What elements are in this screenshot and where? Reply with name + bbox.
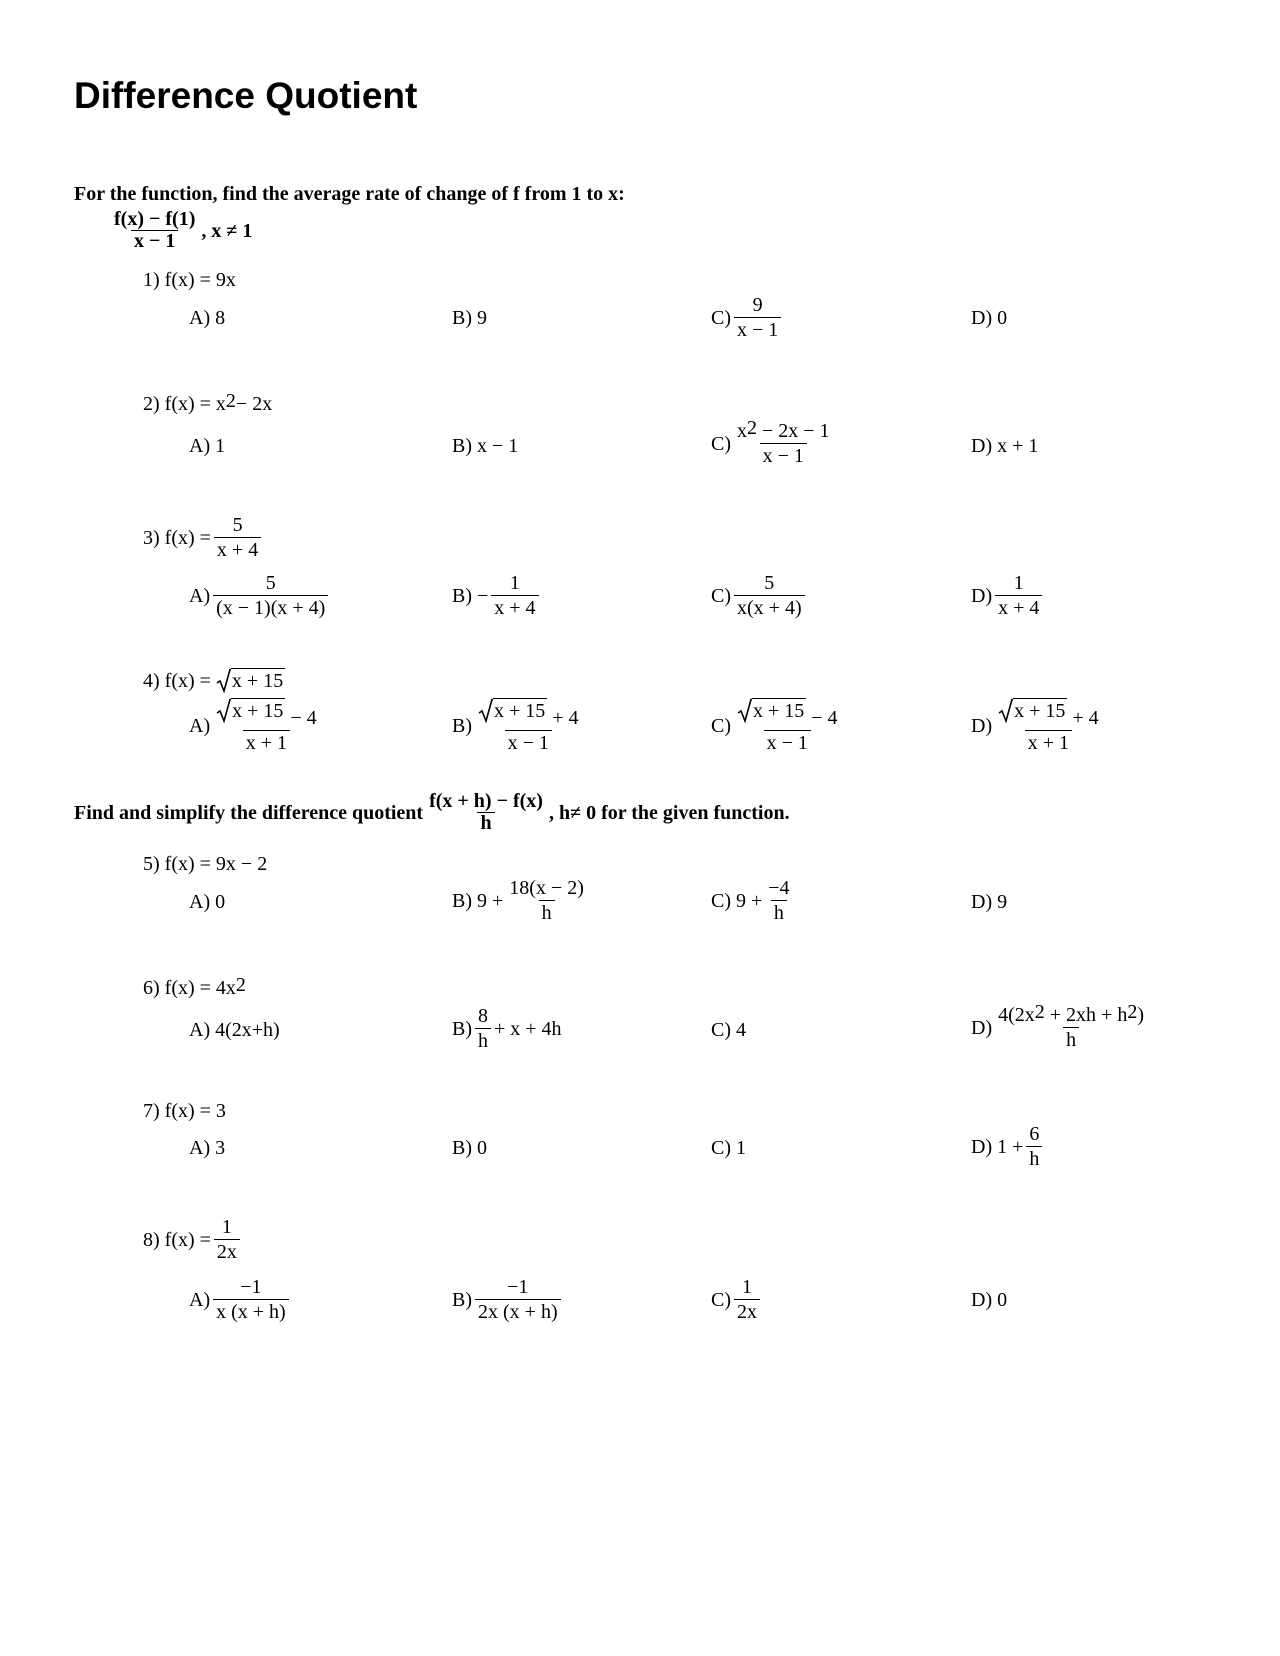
fraction-numerator: [734, 417, 833, 443]
question-6: 6) f(x) = 4x $^2$: [143, 974, 246, 999]
fraction-numerator: −4: [768, 877, 790, 899]
option-fraction: [765, 877, 792, 924]
num-part: + 2xh + h: [1044, 1004, 1128, 1026]
exponent: 2: [747, 417, 757, 439]
page-title: Difference Quotient: [74, 75, 418, 116]
q7-option-b: B) 0: [452, 1137, 487, 1159]
fraction-denominator: x − 1: [505, 730, 552, 754]
q6-option-a: A) 4(2x+h): [189, 1019, 280, 1041]
num-rest: + 4: [547, 707, 579, 729]
fraction-numerator: 5: [265, 572, 276, 594]
q3-option-c: [711, 572, 808, 619]
fraction-numerator: 1: [1013, 572, 1024, 594]
question-label: 3) f(x) =: [143, 526, 211, 549]
sqrt-expression: [216, 698, 285, 724]
question-1: 1) f(x) = 9x: [143, 269, 236, 291]
num-rest: − 4: [285, 707, 317, 729]
option-label: D): [971, 584, 993, 607]
question-8: [143, 1216, 243, 1263]
fraction-denominator: x − 1: [131, 230, 178, 251]
option-fraction: [995, 698, 1102, 754]
q1-option-a: A) 8: [189, 307, 226, 329]
fraction-denominator: 2x: [214, 1239, 240, 1263]
option-fraction: [213, 698, 320, 754]
option-label: B): [452, 715, 472, 737]
fraction-numerator: 5: [764, 572, 775, 594]
fraction-denominator: h: [1026, 1146, 1042, 1170]
q2-option-c: [711, 417, 836, 467]
q8-option-a: [189, 1276, 292, 1323]
q7-option-c: C) 1: [711, 1137, 746, 1159]
fraction-numerator: [995, 698, 1102, 730]
option-label: C): [711, 432, 731, 455]
fraction-denominator: h: [539, 900, 555, 924]
option-fraction: [734, 572, 805, 619]
question-5: 5) f(x) = 9x − 2: [143, 853, 268, 875]
q4-option-d: [971, 698, 1105, 754]
fraction-numerator: [734, 698, 841, 730]
question-label: 4) f(x) =: [143, 670, 211, 692]
fraction-denominator: x (x + h): [213, 1299, 289, 1323]
fraction-numerator: 18(x − 2): [509, 877, 584, 899]
fraction-denominator: x + 1: [1025, 730, 1072, 754]
option-label: A): [189, 1288, 211, 1311]
question-label: 6) f(x) = 4x: [143, 977, 236, 999]
q8-option-b: [452, 1276, 564, 1323]
option-fraction: [475, 1276, 561, 1323]
option-label: C): [711, 1288, 731, 1311]
radicand: x + 15: [231, 670, 284, 692]
fraction-denominator: x + 4: [995, 595, 1042, 619]
sqrt-expression: [737, 698, 806, 724]
fraction-numerator: −1: [507, 1276, 529, 1298]
fraction-denominator: x − 1: [764, 730, 811, 754]
option-fraction: [475, 1005, 491, 1052]
fraction-numerator: f(x) − f(1): [114, 208, 196, 230]
option-label: D) 1 +: [971, 1135, 1024, 1158]
q1-option-d: D) 0: [971, 307, 1008, 329]
fraction-denominator: h: [771, 900, 787, 924]
fraction-numerator: [995, 1001, 1147, 1027]
option-fraction: [491, 572, 538, 619]
radicand: x + 15: [494, 700, 546, 722]
option-rest: + x + 4h: [494, 1017, 562, 1040]
fraction-denominator: 2x (x + h): [475, 1299, 561, 1323]
q5-option-a: A) 0: [189, 891, 226, 913]
fraction-numerator: f(x + h) − f(x): [429, 790, 543, 812]
fraction-denominator: (x − 1)(x + 4): [213, 595, 328, 619]
q6-option-c: C) 4: [711, 1019, 746, 1041]
fraction-denominator: x + 1: [243, 730, 290, 754]
q4-option-a: [189, 698, 323, 754]
q2-option-d: D) x + 1: [971, 435, 1039, 457]
option-fraction: [475, 698, 582, 754]
q1-option-b: B) 9: [452, 307, 487, 329]
num-part: 4(2x: [998, 1004, 1035, 1026]
q6-option-d: [971, 1001, 1150, 1051]
q5-option-d: D) 9: [971, 891, 1008, 913]
option-label: C) 9 +: [711, 889, 763, 912]
radical-sign-icon: [737, 698, 752, 724]
num-rest: + 4: [1067, 707, 1099, 729]
q3-option-b: [452, 572, 542, 619]
option-fraction: [1026, 1123, 1042, 1170]
fraction-numerator: 6: [1029, 1123, 1040, 1145]
avg-rate-fraction: [111, 210, 198, 251]
sqrt-expression: [998, 698, 1067, 724]
fraction-numerator: 1: [221, 1216, 232, 1238]
sqrt-expression: [216, 668, 285, 694]
fraction-denominator: h: [1063, 1027, 1079, 1051]
section1-formula: [108, 210, 252, 251]
num-part: ): [1137, 1004, 1145, 1026]
fraction-numerator: 5: [232, 514, 243, 536]
fraction-numerator: −1: [240, 1276, 262, 1298]
fraction-numerator: 9: [752, 294, 763, 316]
num-rest: − 4: [806, 707, 838, 729]
option-fraction: [734, 698, 841, 754]
radical-sign-icon: [478, 698, 493, 724]
instructions-pre: Find and simplify the difference quotient: [74, 801, 424, 824]
option-label: D): [971, 1016, 993, 1039]
option-fraction: [506, 877, 587, 924]
question-2: 2) f(x) = x $^2$ − 2x: [143, 390, 273, 415]
num-part: − 2x − 1: [757, 420, 830, 442]
fraction-numerator: [213, 698, 320, 730]
option-label: C): [711, 584, 731, 607]
question-fraction: [214, 514, 261, 561]
q3-option-a: [189, 572, 331, 619]
radicand: x + 15: [753, 700, 805, 722]
radical-sign-icon: [216, 668, 231, 694]
exponent: 2: [1034, 1001, 1045, 1023]
question-4: [143, 668, 285, 694]
question-label: 8) f(x) =: [143, 1228, 211, 1251]
fraction-denominator: h: [477, 812, 494, 833]
q2-option-b: B) x − 1: [452, 435, 519, 457]
option-fraction: [734, 1276, 760, 1323]
question-3: [143, 514, 264, 561]
q4-option-b: [452, 698, 585, 754]
sqrt-expression: [478, 698, 547, 724]
section2-instructions: [74, 792, 790, 833]
exponent: 2: [1127, 1001, 1138, 1023]
fraction-denominator: x − 1: [734, 317, 781, 341]
option-fraction: [734, 294, 781, 341]
fraction-denominator: 2x: [734, 1299, 760, 1323]
instructions-post: , h≠ 0 for the given function.: [548, 801, 790, 824]
fraction-numerator: [475, 698, 582, 730]
q2-option-a: A) 1: [189, 435, 226, 457]
q8-option-d: D) 0: [971, 1289, 1008, 1311]
option-label: A): [189, 584, 211, 607]
question-rest: − 2x: [235, 393, 273, 415]
fraction-denominator: h: [475, 1028, 491, 1052]
option-fraction: [213, 572, 328, 619]
option-label: C): [711, 715, 731, 737]
condition-text: , x ≠ 1: [201, 219, 253, 242]
option-fraction: [995, 572, 1042, 619]
fraction-denominator: x + 4: [214, 537, 261, 561]
q7-option-d: [971, 1123, 1045, 1170]
question-label: 2) f(x) = x: [143, 393, 226, 415]
fraction-numerator: 1: [509, 572, 520, 594]
q8-option-c: [711, 1276, 763, 1323]
q5-option-b: [452, 877, 590, 924]
option-fraction: [213, 1276, 289, 1323]
q6-option-b: [452, 1005, 562, 1052]
difference-quotient-fraction: [426, 792, 546, 833]
option-fraction: [995, 1001, 1147, 1051]
option-label: B): [452, 1017, 472, 1040]
q7-option-a: A) 3: [189, 1137, 226, 1159]
radicand: x + 15: [1014, 700, 1066, 722]
q5-option-c: [711, 877, 796, 924]
option-label: B) −: [452, 584, 489, 607]
num-part: x: [737, 420, 747, 442]
radical-sign-icon: [216, 698, 231, 724]
radical-sign-icon: [998, 698, 1013, 724]
option-label: B) 9 +: [452, 889, 504, 912]
fraction-numerator: 8: [478, 1005, 488, 1027]
question-fraction: [214, 1216, 240, 1263]
section1-instructions: For the function, find the average rate of change of f from 1 to x:: [74, 183, 625, 205]
option-label: C): [711, 306, 731, 329]
question-7: 7) f(x) = 3: [143, 1100, 226, 1122]
q3-option-d: [971, 572, 1045, 619]
option-label: B): [452, 1288, 472, 1311]
fraction-numerator: 1: [742, 1276, 752, 1298]
option-label: A): [189, 715, 211, 737]
option-fraction: [734, 417, 833, 467]
q4-option-c: [711, 698, 844, 754]
fraction-denominator: x − 1: [760, 443, 807, 467]
radicand: x + 15: [232, 700, 284, 722]
q1-option-c: [711, 294, 784, 341]
fraction-denominator: x + 4: [491, 595, 538, 619]
option-label: D): [971, 715, 993, 737]
fraction-denominator: x(x + 4): [734, 595, 805, 619]
